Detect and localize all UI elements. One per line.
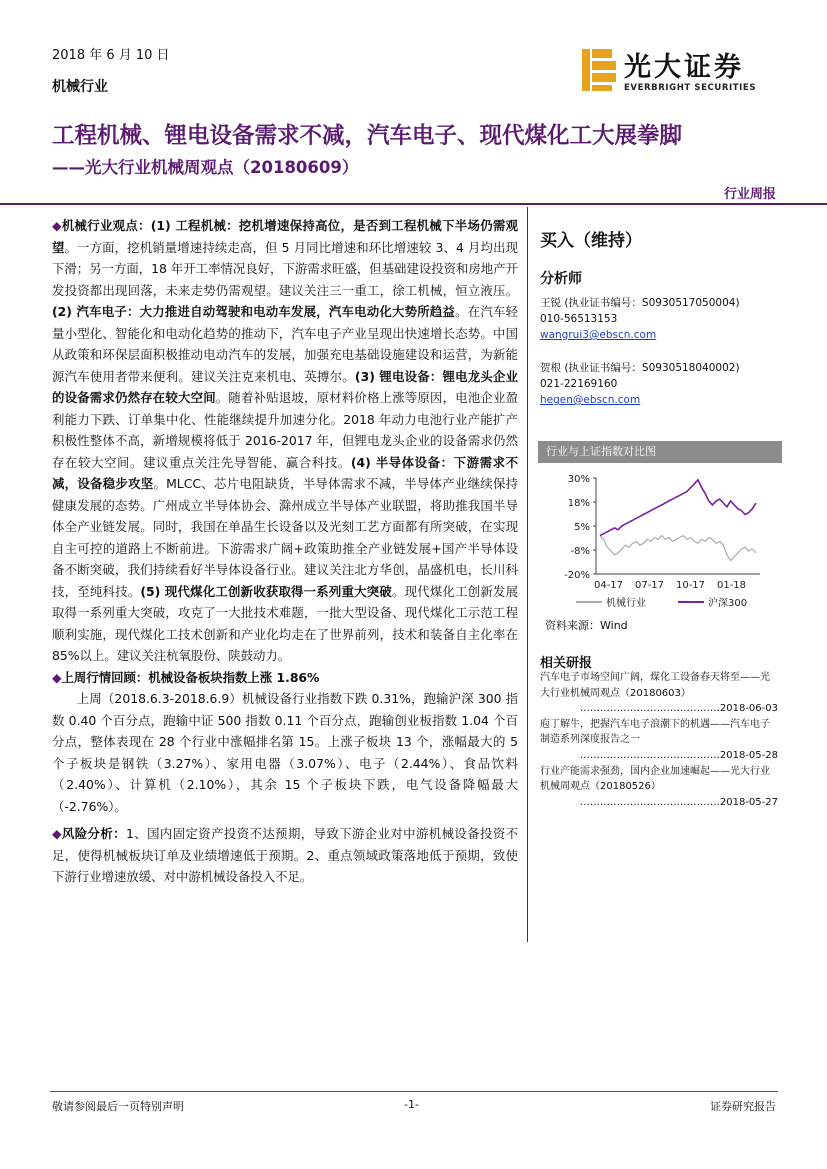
related-reports [540,670,778,810]
related-date: ……………………………………2018-05-28 [579,749,778,761]
related-date: ……………………………………2018-06-03 [579,703,778,715]
market-review-heading: 上周行情回顾：机械设备板块指数上涨 1.86% [61,669,320,685]
legend-label: 机械行业 [606,598,646,609]
report-subtitle: ——光大行业机械周观点（20180609） [52,158,359,177]
market-review-text: 上周（2018.6.3-2018.6.9）机械设备行业指数下跌 0.31%，跑输沪深 300 指数 0.40 个百分点，跑输中证 500 指数 0.11 个百分点，跑输创业板指数 1.04 个百分点，整体表现在 28 个行业中涨幅排名第 15。上涨子板块 13 个，涨幅最大的 5 个子板块是钢铁（3.27%）、家用电器（3.07%）、电子（2.44%）、食品饮料（2.40%）、计算机（2.10%），其余 15 个子板块下跌，电气设备降幅最大（-2.76%）。 [52,691,518,814]
footer-report-label: 证券研究报告 [710,1100,776,1113]
y-tick-label: 18% [567,498,590,509]
section-market-review [52,688,518,817]
related-title: 庖丁解牛，把握汽车电子浪潮下的机遇——汽车电子制造系列深度报告之一 [540,718,770,746]
y-tick-label: 30% [567,474,590,485]
analyst-2-email[interactable]: hegen@ebscn.com [540,394,641,406]
related-item[interactable] [540,717,778,764]
logo-mark-icon [580,45,620,95]
risk-text: 1、国内固定资产投资不达预期，导致下游企业对中游机械设备投资不足，使得机械板块订单及业绩增速低于预期。2、重点领域政策落地低于预期，致使下游行业增速放缓、对中游机械设备投入不足。 [52,826,519,884]
y-tick-label: 5% [574,522,590,533]
section-text: 。一方面，挖机销量增速持续走高，但 5 月同比增速和环比增速较 3、4 月均出现下滑；另一方面，18 年开工率情况良好，下游需求旺盛，但基础建设投资和房地产开发投资都出现回落，未来走势仍需观望。建议关注三一重工，徐工机械，恒立液压。 [52,239,518,298]
analyst-2-name: 贺根 (执业证书编号：S0930518040002) [540,362,740,374]
related-title: 行业产能需求强劲，国内企业加速崛起——光大行业机械周观点（20180526） [540,765,770,793]
semiconductor-heading: (4) 半导体设备：下游需求不减，设备稳步攻坚 [52,454,519,491]
x-tick-label: 10-17 [675,580,706,591]
bullet-diamond-icon: ◆ [52,218,62,233]
chart-source: 资料来源：Wind [545,619,628,632]
footer-divider [50,1091,778,1092]
semiconductor-text: 。MLCC、芯片电阻缺货，半导体需求不减，半导体产业继续保持健康发展的态势。广州成立半导体协会、滁州成立半导体产业联盟，将助推我国半导体全产业链发展。同时，我国在单晶生长设备以及光刻工艺方面都有所突破，在实现自主可控的道路上不断前进。下游需求广阔+政策助推全产业链发展+国产半导体设备不断突破，我们持续看好半导体设备行业。建议关注北方华创，晶盛机电，长川科技，至纯科技。 [52,476,518,599]
auto-electronics-heading: (2) 汽车电子：大力推进自动驾驶和电动车发展，汽车电动化大势所趋益 [52,304,456,319]
header-divider [0,203,827,205]
report-title: 工程机械、锂电设备需求不减，汽车电子、现代煤化工大展拳脚 [52,123,683,149]
section-industry-view [52,215,518,667]
report-type: 行业周报 [723,187,776,202]
related-title: 汽车电子市场空间广阔，煤化工设备春天将至——光大行业机械周观点（20180603） [540,672,770,699]
analyst-1-name: 王锐 (执业证书编号：S0930517050004) [540,297,740,309]
series-line-industry [600,536,756,561]
coal-chemical-heading: (5) 现代煤化工创新收获取得一系列重大突破 [140,583,393,599]
column-divider [527,207,528,942]
main-body [52,215,518,888]
bullet-diamond-icon: ◆ [52,826,62,841]
y-tick-label: -20% [564,570,590,581]
analyst-2-phone: 021-22169160 [540,378,618,390]
footer-disclaimer: 敬请参阅最后一页特别声明 [52,1100,184,1113]
related-item[interactable] [540,764,778,811]
page-number: -1- [404,1098,419,1111]
related-item[interactable] [540,670,778,717]
coal-chemical-text: 。现代煤化工创新发展取得一系列重大突破，攻克了一大批技术难题，一批大型设备、现代煤化工示范工程顺利实施，现代煤化工技术创新和产业化均走在了世界前列，技术和装备自主化率在 85%以上。建议关注杭氧股份、陕鼓动力。 [52,583,519,663]
analyst-heading: 分析师 [540,271,582,287]
analyst-1-phone: 010-56513153 [540,313,618,325]
logo-subtitle: EVERBRIGHT SECURITIES [624,83,757,93]
related-date: ……………………………………2018-05-27 [579,796,778,808]
series-line-hs300 [600,480,756,536]
legend-label: 沪深300 [708,598,748,609]
y-tick-label: -8% [570,546,590,557]
report-date: 2018 年 6 月 10 日 [52,48,170,63]
rating: 买入（维持） [540,231,642,251]
x-tick-label: 04-17 [593,580,624,591]
x-tick-label: 07-17 [634,580,665,591]
chart-title: 行业与上证指数对比图 [538,441,782,463]
related-heading: 相关研报 [540,656,593,671]
analyst-1 [540,295,780,343]
comparison-chart [538,466,782,616]
lithium-heading: (3) 锂电设备：锂电龙头企业的设备需求仍然存在较大空间 [52,368,518,405]
auto-electronics-text: 。在汽车轻量小型化、智能化和电动化趋势的推动下，汽车电子产业呈现出快速增长态势。中国从政策和环保层面积极推动电动汽车的发展，加强充电基础设施建设和运营，为新能源汽车使用者带来便利。建议关注克来机电、英搏尔。 [52,304,518,384]
analyst-1-email[interactable]: wangrui3@ebscn.com [540,329,657,341]
industry-label: 机械行业 [52,79,108,95]
section-market-review-heading [52,667,518,689]
x-tick-label: 01-18 [716,580,747,591]
logo [580,45,780,95]
analyst-2 [540,360,780,408]
bullet-diamond-icon: ◆ [52,669,62,685]
logo-text: 光大证券 [624,52,744,83]
section-heading: 机械行业观点：(1) 工程机械：挖机增速保持高位，是否到工程机械下半场仍需观望 [52,218,518,255]
lithium-text: 。随着补贴退坡，原材料价格上涨等原因，电池企业盈利能力下跌、订单集中化、性能继续提升加速分化。2018 年动力电池行业产能扩产积极性整体不高，新增规模将低于 2016-2017 年，但锂电龙头企业的设备需求仍然存在较大空间。建议重点关注先导智能、赢合科技。 [52,390,519,470]
risk-heading: 风险分析： [61,826,126,841]
section-risk [52,823,518,888]
